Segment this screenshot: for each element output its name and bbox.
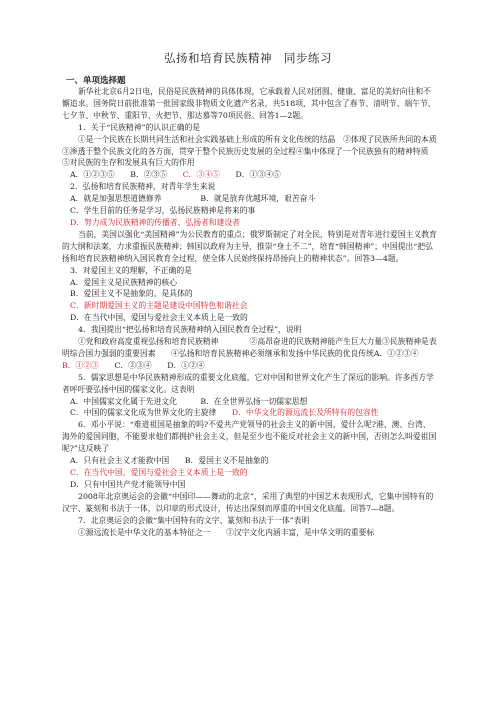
text-line (62, 277, 438, 289)
text-span: C．②③④ D．①②④ (98, 360, 205, 370)
document-body (62, 86, 445, 538)
text-span: C．在当代中国，爱国与爱社会主义本质上是一致的 (70, 468, 248, 477)
text-line (62, 324, 438, 336)
text-line (62, 217, 438, 229)
answer-highlight: C．③④⑤ (182, 170, 220, 180)
text-span: A．①②③⑤ B．②③⑤ (70, 170, 183, 180)
text-line (62, 372, 438, 396)
answer-highlight: D．中华文化的源远流长及所特有的包容性 (231, 408, 379, 418)
text-span: A．只有社会主义才能救中国 B．爱国主义不是抽象的 (70, 456, 269, 466)
text-line (62, 169, 438, 181)
text-span: 3．对爱国主义的理解，不正确的是 (70, 265, 192, 275)
text-line (62, 205, 438, 217)
answer-highlight: B．①②③ (62, 360, 99, 370)
text-line (62, 467, 438, 479)
text-span: D．只有中国共产党才能领导中国 (70, 479, 186, 489)
text-line (62, 527, 438, 539)
text-span: D．①③④⑤ (219, 170, 281, 180)
text-line (62, 181, 438, 193)
text-span: ①党和政府高度重视弘扬和培育民族精神 ②高昂奋进的民族精神能产生巨大力量③民族精神是表明综合国力强弱的重要因素 ④弘扬和培育民族精神必须继承和发扬中华民族的优良传统 (62, 337, 437, 358)
text-span: C．中国的儒家文化成为世界文化的主旋律 (70, 408, 232, 418)
text-span: A．就是加强思想道德修养 B．就是放弃优越环境，艰苦奋斗 (70, 194, 316, 204)
text-line (62, 134, 445, 170)
text-span: A．中国儒家文化属于先进文化 B．在全世界弘扬一切儒家思想 (70, 396, 308, 406)
text-span: D．在当代中国，爱国与爱社会主义本质上是一致的 (70, 313, 248, 323)
text-span: 4．我国提出“把弘扬和培育民族精神纳入国民教育全过程”，说明 (78, 325, 302, 335)
text-span: 当前，美国以强化“美国精神”为公民教育的重点；俄罗斯制定了对全民，特别是对青年进行爱国主义教育的大纲和法案，力求重振民族精神；韩国以政府为主导，推崇“身土不二”，培育“韩国精神”；中国提出“把弘扬和培育民族精神纳入国民教育全过程，使全体人民始终保持昂扬向上的精神状态”。回答3—4题。 (62, 229, 437, 263)
text-line (62, 455, 438, 467)
text-span: 2．弘扬和培育民族精神，对青年学生来说 (70, 182, 216, 192)
text-span: A．①②③④ (373, 348, 435, 358)
text-line (62, 300, 438, 312)
text-line (62, 312, 438, 324)
text-line (62, 193, 438, 205)
text-line (62, 479, 438, 491)
text-span: C．新时期爱国主义的主题是建设中国特色和谐社会 (70, 301, 248, 311)
text-span: 7．北京奥运会的会徽“集中国特有的文字、篆刻和书法于一体”表明 (78, 515, 310, 525)
text-span: 2008年北京奥运会的会徽“中国印——舞动的北京”，采用了典型的中国艺术表现形式，它集中国特有的汉字、篆刻和书法于一体，以印章的形式设计，传达出深刻而厚重的中国文化底蕴。回答7—8题。 (62, 491, 434, 513)
text-span: ①源远流长是中华文化的基本特征之一 ②汉字文化内涵丰富，是中华文明的重要标 (78, 527, 375, 537)
text-line (62, 336, 438, 372)
text-span: A．爱国主义是民族精神的核心 (70, 277, 177, 287)
text-line (62, 419, 438, 455)
text-span: D．努力成为民族精神的传播者、弘扬者和建设者 (70, 217, 240, 227)
page-title: 弘扬和培育民族精神 同步练习 (164, 51, 332, 65)
text-span: B．爱国主义不是抽象的，是具体的 (70, 289, 193, 299)
text-line (62, 288, 438, 300)
text-line (62, 407, 438, 419)
text-span: ①是一个民族在长期共同生活和社会实践基础上形成的所有文化传统的结晶 ②体现了民族所共同的本质 ③渗透于整个民族文化的各方面，贯穿于整个民族历史发展的全过程④集中体现了一个民族独有的精神特质 ⑤对民族的生存和发展具有巨大的作用 (62, 134, 445, 168)
section-heading: 一、单项选择题 (66, 76, 126, 86)
text-line (62, 491, 438, 515)
text-line (62, 515, 438, 527)
text-line (62, 229, 438, 265)
text-span: 6．邓小平说：“难道祖国是抽象的吗?不爱共产党领导的社会主义的新中国，爱什么呢?港、澳、台湾、海外的爱国同胞，不能要求他们都拥护社会主义，但是至少也不能反对社会主义的新中国，否则怎么叫爱祖国呢?”这反映了 (62, 420, 437, 454)
text-span: 5．儒家思想是中华民族精神形成的重要文化底蕴，它对中国和世界文化产生了深远的影响。许多西方学者呼吁要弘扬中国的儒家文化。这表明 (62, 372, 434, 394)
text-span: 新华社北京6月2日电，民俗是民族精神的具体体现，它承载着人民对团圆、健康、富足的美好向往和不懈追求。国务院日前批准第一批国家级非物质文化遗产名录，共518项，其中包含了春节、清明节、端午节、七夕节、中秋节、重阳节、火把节、那达慕等70项民俗。回答1—2题。 (62, 87, 436, 120)
text-line (62, 86, 438, 122)
text-span: C．学生目前的任务是学习，弘扬民族精神是将来的事 (70, 206, 256, 216)
text-line (62, 265, 438, 277)
text-line (62, 122, 438, 134)
text-span: 1．关于“民族精神”的认识正确的是 (78, 122, 201, 132)
text-line (62, 396, 438, 408)
